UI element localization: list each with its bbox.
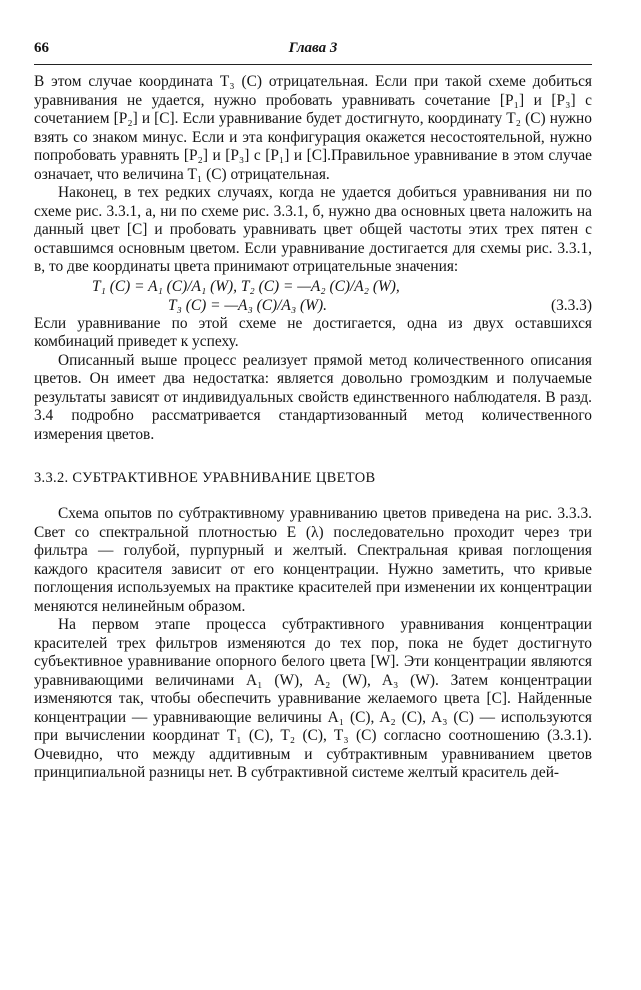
paragraph: Если уравнивание по этой схеме не достигается, одна из двух оставшихся комбинаций приведет к успеху.	[34, 314, 592, 350]
equation-line	[34, 277, 592, 296]
page-number: 66	[34, 40, 49, 56]
paragraph: Описанный выше процесс реализует прямой метод количественного описания цветов. Он имеет два недостатка: является довольно громоздким и получаемые результаты зависят от индивидуальных свойств единственного наблюдателя. В разд. 3.4 подробно рассматривается стандартизованный метод количественного измерения цветов.	[34, 351, 592, 443]
page-header	[34, 40, 592, 62]
header-rule	[34, 64, 592, 65]
equation-text: T₁ (C) = A₁ (C)/A₁ (W), T₂ (C) = —A₂ (C)/A₂ (W),	[92, 277, 400, 295]
paragraph: Наконец, в тех редких случаях, когда не удается добиться уравнивания ни по схеме рис. 3.3.1, а, ни по схеме рис. 3.3.1, б, нужно два основных цвета наложить на данный цвет [C] и пробовать уравнивать цвет общей частоты этих трех пятен с оставшимся основным цветом. Если уравнивание достигается для схемы рис. 3.3.1, в, то две координаты цвета принимают отрицательные значения:	[34, 184, 592, 275]
paragraph: Схема опытов по субтрактивному уравниванию цветов приведена на рис. 3.3.3. Свет со спектральной плотностью E (λ) последовательно проходит через три фильтра — голубой, пурпурный и желтый. Спектральная кривая поглощения каждого красителя зависит от его концентрации. Нужно заметить, что кривые поглощения используемых на практике красителей при изменении их концентрации меняются нелинейным образом.	[34, 505, 592, 615]
paragraph: На первом этапе процесса субтрактивного уравнивания концентрации красителей трех фильтров изменяются до тех пор, пока не будет достигнуто субъективное уравнивание опорного белого цвета [W]. Эти концентрации являются уравнивающими величинами A₁ (W), A₂ (W), A₃ (W). Затем концентрации изменяются так, чтобы обеспечить уравнивание желаемого цвета [C]. Найденные концентрации — уравнивающие величины A₁ (C), A₂ (C), A₃ (C) — используются при вычислении координат T₁ (C), T₂ (C), T₃ (C) согласно соотношению (3.3.1). Очевидно, что между аддитивным и субтрактивным уравниванием цветов принципиальной разницы нет. В субтрактивной системе желтый краситель дей-	[34, 616, 592, 781]
section-heading: 3.3.2. СУБТРАКТИВНОЕ УРАВНИВАНИЕ ЦВЕТОВ	[34, 470, 376, 486]
chapter-title: Глава 3	[288, 40, 338, 56]
book-page	[34, 40, 592, 783]
equation-text: T₃ (C) = —A₃ (C)/A₃ (W).	[168, 296, 327, 314]
equation-number: (3.3.3)	[550, 296, 592, 314]
equation-line	[34, 296, 592, 315]
paragraph: В этом случае координата T₃ (C) отрицательная. Если при такой схеме добиться уравнивания не удается, нужно пробовать уравнивать сочетание [P₁] и [P₃] с сочетанием [P₂] и [C]. Если уравнивание будет достигнуто, координату T₂ (C) нужно взять со знаком минус. Если и эта конфигурация окажется несостоятельной, нужно попробовать уравнять [P₂] и [P₃] с [P₁] и [C].Правильное уравнивание в этом случае означает, что величина T₁ (C) отрицательная.	[34, 73, 592, 183]
